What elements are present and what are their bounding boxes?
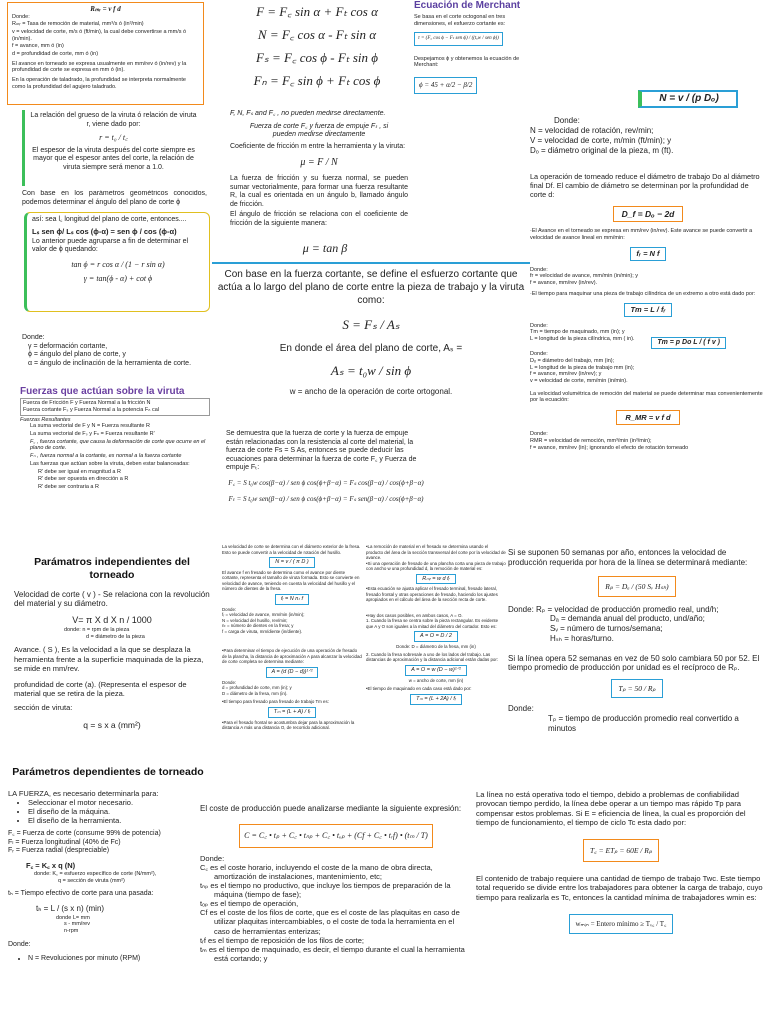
fr-def: fr = velocidad de avance, mm/min (in/min); y bbox=[530, 273, 639, 280]
despejamos-text: Despejamos ϕ y obtenemos la ecuación de Merchant: bbox=[414, 55, 520, 69]
def-line: α = ángulo de inclinación de la herramienta de corte. bbox=[28, 359, 192, 367]
mill-eq-box: A = (d (D − d))¹ᐟ² bbox=[266, 667, 319, 678]
fuerza-item: • Seleccionar el motor necesario. bbox=[28, 798, 208, 807]
def-line: Rₘᵣ = Tasa de remoción de material, mm³/s ó (in³/min) bbox=[12, 21, 144, 28]
mu-equation: μ = F / N bbox=[300, 157, 338, 169]
rmr-box bbox=[7, 2, 204, 105]
semanas-text: Si se suponen 50 semanas por año, entonces la velocidad de producción requerida por hora de la línea se determinará mediante: bbox=[508, 548, 748, 567]
force-equations bbox=[232, 4, 402, 108]
tp-def: Tₚ = tiempo de producción promedio real convertido a minutos bbox=[548, 714, 739, 733]
merchant-title: Ecuación de Merchant bbox=[414, 0, 521, 11]
costo-def: Cf es el coste de los filos de corte, que es el coste de las plaquitas en caso de utilizar plaquitas intercambiables, o el coste de toda la herramienta en el caso de herramientas enterizas; bbox=[200, 908, 460, 936]
rmr-definitions bbox=[12, 14, 199, 58]
fk-def: donde: K꜀ = esfuerzo específico de corte (N/mm²), bbox=[34, 871, 157, 878]
mill-line: •Esta ecuación se ajusta aplicar el fresado terminal, fresado lateral, fresado frontal y otras operaciones de fresado, haciendo los ajustes apropiados en el cálculo del área de la sección recta de corte. bbox=[366, 586, 498, 603]
tau-equation: τ = (F꜀ cos ϕ − Fₜ sen ϕ) / ((tₒw / sen ϕ)) bbox=[414, 32, 503, 46]
merchant-block bbox=[414, 0, 522, 120]
mill-eq-box: A = O = D / 2 bbox=[414, 631, 458, 642]
tc-equation: T꜀ = ETₚ = 60E / Rₚ bbox=[583, 839, 659, 862]
mill-line: •Si una operación de fresado de una plancha corta una pieza de trabajo con ancho w una profundidad d, la remoción de material es: bbox=[366, 560, 506, 571]
th-text: tₕ = Tiempo efectivo de corte para una pasada: bbox=[8, 889, 154, 897]
fuerzas-line: Fuerza cortante Fₛ y Fuerza Normal a la potencia Fₙ cal bbox=[23, 406, 159, 413]
fr-defs bbox=[530, 267, 766, 287]
ls-equation: Lₛ sen ϕ/ Lₛ cos (ϕ-α) = sen ϕ / cos (ϕ-α) bbox=[32, 226, 177, 236]
fk-equation: F꜀ = K꜀ x q (N) bbox=[26, 860, 76, 870]
produccion-block bbox=[508, 548, 766, 783]
resultante-line: Fₙ , fuerza normal a la cortante, es normal a la fuerza cortante bbox=[30, 453, 182, 460]
fuerza-items bbox=[28, 798, 208, 825]
tiempo-text: ·El tiempo para maquinar una pieza de trabajo cilíndrica de un extremo a otro está dado por: bbox=[530, 290, 756, 297]
force-eq: N = F꜀ cos α - Fₜ sin α bbox=[257, 26, 377, 42]
fr-def: Donde: bbox=[530, 266, 548, 273]
v-equation: V= π X d X n / 1000 bbox=[72, 615, 152, 626]
tp-equation: Tₚ = 50 / Rₚ bbox=[611, 679, 662, 698]
tm-def: Donde: bbox=[530, 322, 548, 329]
mill-line: D = diámetro de la fresa, mm (in). bbox=[222, 690, 288, 696]
fc-line: Fᵣ = Fuerza radial (despreciable) bbox=[8, 847, 110, 855]
mill-eq-box: Tₘ = (L + A) / fᵣ bbox=[268, 707, 317, 718]
fuerzas-title: Fuerzas que actúan sobre la viruta bbox=[20, 386, 185, 397]
costo-def: tₒₚ es el tiempo de operación, bbox=[200, 899, 299, 909]
fc-line: F꜀ = Fuerza de corte (consume 99% de potencia) bbox=[8, 830, 161, 838]
donde-block bbox=[22, 334, 212, 384]
tm2-def: Donde: bbox=[530, 351, 548, 358]
def-line: Donde: bbox=[12, 13, 30, 20]
linea-text: La línea no está operativa todo el tiempo, debido a problemas de confiabilidad provocan tiempo perdido, la línea debe operar a un tiempo mas rápido Tp para compensar estos problemas. Si E = eficiencia de línea, la cual es proporción del tiempo de funcionamiento, el tiempo de ciclo Tc esta dado por: bbox=[476, 790, 746, 827]
rp-def: Dₐ = demanda anual del producto, und/año; bbox=[550, 614, 705, 624]
resultante-line: R' debe ser igual en magnitud a R bbox=[38, 468, 121, 475]
mill-line: La velocidad de corte se determina con el diámetro exterior de la fresa. Esto se puede convertir a la velocidad de rotación del husillo. bbox=[222, 544, 361, 555]
mill-eq-box: Tₘ = (L + 2A) / fᵣ bbox=[410, 694, 462, 705]
donde-final: Donde: bbox=[8, 940, 31, 948]
costo-def: tₘ es el tiempo de maquinado, es decir, el tiempo durante el cual la herramienta está cortando; y bbox=[200, 944, 465, 964]
mill-line: f = carga de viruta, mm/diente (in/diente). bbox=[222, 628, 303, 634]
rmr-equation-c3: R_MR = v f d bbox=[616, 410, 679, 425]
force-eq: Fₙ = F꜀ sin ϕ + Fₜ cos ϕ bbox=[253, 72, 381, 88]
relacion-text: La relación del grueso de la viruta ó relación de viruta r, viene dado por: bbox=[30, 112, 197, 128]
force-eq: Fₛ = F꜀ cos ϕ - Fₜ sin ϕ bbox=[255, 49, 379, 65]
coef-text: Coeficiente de fricción m entre la herramienta y la viruta: bbox=[230, 142, 406, 150]
avance2-text: Avance. ( S ), Es la velocidad a la que se desplaza la herramienta frente a la superficie maquinada de la pieza, se mide en mm/rev. bbox=[14, 645, 204, 673]
df-equation: D_f = Dₒ − 2d bbox=[613, 206, 684, 222]
mill-line: N = velocidad del husillo, rev/min; bbox=[222, 617, 288, 623]
demuestra-block bbox=[226, 430, 426, 540]
milling-right bbox=[366, 544, 506, 794]
fuerza-item: • El diseño de la herramienta. bbox=[28, 816, 208, 825]
def-line: f = avance, mm ó (in) bbox=[12, 43, 64, 50]
costo-def: tᵣf es el tiempo de reposición de los filos de corte; bbox=[200, 935, 364, 945]
rmr-def: f = avance, mm/rev (in); ignorando el efecto de rotación torneado bbox=[530, 444, 689, 451]
tm-equation: Tm = L / fᵣ bbox=[624, 303, 671, 316]
fr-def: f = avance, mm/rev (in/rev). bbox=[530, 279, 598, 286]
costo-def: C꜀ es el coste horario, incluyendo el coste de la mano de obra directa, amortización de instalaciones, mantenimiento, etc; bbox=[200, 862, 433, 881]
mill-line: nₜ = número de dientes en la fresa; y bbox=[222, 623, 294, 629]
resultante-line: La suma vectorial de F y N = Fuerza resultante R bbox=[30, 423, 150, 430]
linea-block bbox=[476, 790, 766, 1024]
taladrado-text: En la operación de taladrado, la profundidad se interpreta normalmente como la profundidad del agujero taladrado. bbox=[12, 77, 186, 90]
def-line: ϕ = ángulo del plano de corte, y bbox=[28, 351, 126, 359]
independientes-title: Parámatros independientes del torneado bbox=[34, 556, 190, 581]
nv-def: N = velocidad de rotación, rev/min; bbox=[530, 126, 654, 135]
nv-def: V = velocidad de corte, m/min (ft/min); y bbox=[530, 136, 672, 145]
mill-eq-box: N = v / ( π D ) bbox=[269, 557, 314, 568]
nv-def: Dₒ = diámetro original de la pieza, m (ft). bbox=[530, 146, 674, 155]
avance-text: El avance en torneado se expresa usualmente en mm/rev ó (in/rev) y la profundidad de corte se expresa en mm ó (in). bbox=[12, 60, 187, 74]
th-def: s - mm/rev bbox=[64, 921, 90, 928]
seccion-text: sección de viruta: bbox=[14, 703, 73, 713]
tm2-equation: Tm = p Do L / ( f v ) bbox=[651, 337, 726, 350]
dependientes-block bbox=[8, 766, 208, 1024]
rmr-def: RMR = velocidad de remoción, mm³/min (in³/min); bbox=[530, 437, 652, 444]
resultante-line: Las fuerzas que actúan sobre la viruta, deben estar balanceadas: bbox=[30, 460, 190, 467]
resultante-line: R' debe ser contraria a R bbox=[38, 483, 99, 490]
fuerza-item: • El diseño de la máquina. bbox=[28, 807, 208, 816]
as-equation: Aₛ = t₀w / sin ϕ bbox=[330, 363, 412, 379]
th-def: donde L= mm bbox=[56, 914, 90, 921]
torneado-block bbox=[530, 173, 766, 533]
resultante-line: La suma vectorial de Fₛ y Fₙ = Fuerza resultante R' bbox=[30, 431, 155, 437]
fc-list bbox=[8, 830, 208, 856]
def-line: v = velocidad de corte, m/s ó (ft/min), la cual debe convertirse a mm/s ó (in/min). bbox=[12, 28, 187, 42]
n-def: • N = Revoluciones por minuto (RPM) bbox=[28, 955, 208, 964]
fuerzas-box bbox=[20, 398, 210, 415]
cortante-block bbox=[212, 262, 530, 432]
avance-text: ·El Avance en el torneado se expresa en mm/rev (in/rev). Este avance se puede convertir a velocidad de avance lineal en mm/min: bbox=[530, 228, 753, 241]
tm-def: Tm = tiempo de maquinado, mm (in); y bbox=[530, 329, 625, 336]
tm2-defs bbox=[530, 351, 766, 385]
tm2-def: Dₒ = diámetro del trabajo, mm (in); bbox=[530, 357, 615, 364]
mill-line: •El tiempo para fresado para fresado de trabajo Tm es: bbox=[222, 699, 329, 705]
prof-text: profundidad de corte (a). (Representa el espesor de material que se retira de la pieza. bbox=[14, 679, 187, 699]
rp-equation: Rₚ = Dₐ / (50 Sᵥ Hₛₕ) bbox=[598, 576, 675, 597]
mill-line: •La remoción de material en el fresado se determina usando el producto del área de la sección transversal del corte por la velocidad de avance. bbox=[366, 544, 506, 560]
th-def: n-rpm bbox=[64, 928, 79, 935]
phi-box bbox=[24, 212, 210, 312]
demuestra-text: Se demuestra que la fuerza de corte y la fuerza de empuje están relacionadas con la resistencia al corte del material, la fuerza de corte Fs = S As, entonces se puede deducir las ecuaciones para determinar la fuerza de corte F꜀ y Fuerza de empuje Fₜ: bbox=[226, 430, 417, 472]
th-equation: tₕ = L / (s x n) (min) bbox=[36, 904, 105, 914]
force-eq: F = F꜀ sin α + Fₜ cos α bbox=[256, 4, 378, 19]
mill-eq-box: Rₘᵣ = w d fᵣ bbox=[416, 574, 455, 585]
cortante-text: Con base en la fuerza cortante, se define el esfuerzo cortante que actúa a lo largo del plano de corte entre la pieza de trabajo y la viruta como: bbox=[217, 269, 525, 306]
nv-equation-box bbox=[638, 90, 738, 108]
fuerza-text: LA FUERZA, es necesario determinarla para: bbox=[8, 788, 159, 798]
mu-tan-equation: μ = tan β bbox=[302, 241, 348, 255]
tm2-def: f = avance, mm/rev (in/rev); y bbox=[530, 371, 602, 378]
mill-line: El avance f en fresado se determina como el avance por diente cortante, representa el tamaño de viruta formada. Esto se convierte en velocidad de avance, teniendo en cuenta la velocidad del husillo y el número de dientes de la fresa. bbox=[222, 569, 360, 592]
rmr-equation: Rₘᵣ = v f d bbox=[90, 5, 121, 13]
fc-line: Fₗ = Fuerza longitudinal (40% de Fc) bbox=[8, 838, 121, 846]
fc-equation: F꜀ = S t₀w cos(β−α) / sen ϕ cos(ϕ+β−α) = Fₛ cos(β−α) / cos(ϕ+β−α) bbox=[228, 478, 424, 487]
friccion-text: La fuerza de fricción y su fuerza normal, se pueden sumar vectorialmente, para formar una fuerza resultante R, la cual es orientada en un ángulo b, llamado ángulo de fricción. bbox=[230, 175, 408, 208]
independientes-block bbox=[14, 556, 210, 796]
mill-line: d = profundidad de corte, mm (in); y bbox=[222, 685, 292, 691]
rp-def: Hₛₕ = horas/turno. bbox=[550, 633, 614, 643]
torneado-text: La operación de torneado reduce el diámetro de trabajo Do al diámetro final Df. El cambio de diámetro se determinan por la profundidad de corte d: bbox=[530, 173, 760, 199]
fuerzas-block bbox=[20, 386, 210, 506]
v-def: d = diámetro de la pieza bbox=[86, 633, 145, 640]
angulo-text: El ángulo de fricción se relaciona con el coeficiente de fricción de la siguiente manera: bbox=[230, 211, 408, 227]
mill-line: •Hay dos casos posibles, en ambos casos, A = O. bbox=[366, 612, 463, 618]
tp-defs bbox=[508, 704, 766, 733]
espesor-text: El espesor de la viruta después del corte siempre es mayor que el espesor antes del corte, la relación de viruta siempre será menor a 1.0. bbox=[32, 146, 195, 171]
mill-line: •Para el fresado frontal se acostumbra dejar para la aproximación la distancia A más una distancia O, de recorrido adicional. bbox=[222, 719, 355, 730]
tm-def: L = longitud de la pieza cilíndrica, mm ( in). bbox=[530, 335, 635, 342]
rp-defs bbox=[508, 605, 766, 644]
wmin-equation: wₘᵢₙ = Entero mínimo ≥ Tᵥ꜀ / T꜀ bbox=[569, 914, 674, 935]
gamma-equation: γ = tan(ϕ - α) + cot ϕ bbox=[83, 274, 153, 284]
relacion-box bbox=[22, 110, 202, 186]
r-equation: r = t₀ / t꜀ bbox=[99, 133, 128, 143]
rmr-defs-c3 bbox=[530, 431, 766, 451]
resultante-line: R' debe ser opuesta en dirección a R bbox=[38, 476, 129, 483]
rmr-def: Donde: bbox=[530, 431, 548, 438]
base-text-block bbox=[22, 190, 207, 210]
ft-equation: Fₜ = S t₀w sen(β−α) / sen ϕ cos(ϕ+β−α) = Fₛ sen(β−α) / cos(ϕ+β−α) bbox=[228, 495, 424, 504]
mill-eq-box: A = O = w (D − w)¹ᐟ² bbox=[405, 665, 467, 676]
mill-line: 2. Cuando la fresa sobresale a uno de los lados del trabajo. Las distancias de aproximación y la distancia adicional están dadas por: bbox=[366, 651, 499, 663]
base-text: Con base en los parámetros geométricos conocidos, podemos determinar el ángulo del plano de corte ϕ bbox=[22, 190, 207, 206]
s-equation: S = Fₛ / Aₛ bbox=[342, 317, 400, 332]
costo-text: El coste de producción puede analizarse mediante la siguiente expresión: bbox=[200, 804, 462, 813]
velocidad-text: Velocidad de corte ( v ) - Se relaciona con la revolución del material y su diámetro. bbox=[14, 589, 210, 609]
mill-line: •Para determinar el tiempo de ejecución de una operación de fresado de la plancha, la distancia de aproximación A para alcanzar la velocidad de corte completa se determina mediante: bbox=[222, 648, 362, 665]
dependientes-title: Parámetros dependientes de torneado bbox=[12, 766, 204, 778]
contenido-text: El contenido de trabajo requiere una cantidad de tiempo de trabajo Twc. Este tiempo total requerido se divide entre los trabajadores para obtener la carga de trabajo, cuyo tiempo para realizarla es Tc, entonces la cantidad mínima de trabajadores wmin es: bbox=[476, 874, 763, 902]
rp-def: Donde: Rₚ = velocidad de producción promedio real, und/h; bbox=[508, 604, 719, 614]
costo-equation: C = C꜀ • tₚ + C꜀ • tₙₚ + C꜀ • tₒₚ + (Cf + C꜀ • tᵣf) • (tₘ / T) bbox=[239, 824, 433, 848]
costo-block bbox=[200, 804, 472, 1024]
def-line: γ = deformación cortante, bbox=[28, 342, 108, 350]
fr-equation: fᵣ = N f bbox=[630, 247, 665, 260]
q-equation: q = s x a (mm²) bbox=[83, 720, 141, 731]
area-text: En donde el área del plano de corte, Aₛ = bbox=[279, 342, 463, 354]
mill-line: Donde: bbox=[222, 679, 237, 685]
mill-line: •El tiempo de maquinado en cada caso está dado por: bbox=[366, 686, 472, 692]
def-line: Donde: bbox=[22, 334, 45, 341]
friction-block bbox=[230, 110, 408, 260]
fk-def: q = sección de viruta (mm²) bbox=[58, 877, 125, 884]
tm2-def: L = longitud de la pieza de trabajo mm (in); bbox=[530, 364, 635, 371]
w-text: w = ancho de la operación de corte ortogonal. bbox=[289, 386, 453, 396]
fn-text: F, N, Fₛ and F꜀ , no pueden medirse directamente. bbox=[230, 110, 386, 117]
fuerza-corte-text: Fuerza de corte F꜀ y fuerza de empuje Fₜ , si pueden medirse directamente bbox=[249, 122, 389, 139]
volumetrica-text: La velocidad volumétrica de remoción del material se puede determinar mas convenientemente por la ecuación: bbox=[530, 390, 763, 404]
mill-eq-box: fᵣ = N nₜ f bbox=[275, 594, 309, 605]
costo-definitions bbox=[200, 854, 472, 964]
tp-def: Donde: bbox=[508, 704, 534, 714]
mill-line: Donde: bbox=[222, 606, 237, 612]
fuerzas-line: Fuerza de Fricción F y Fuerza Normal a la fricción N bbox=[23, 400, 151, 407]
mill-line: fᵣ = velocidad de avance, mm/min (in/min); bbox=[222, 612, 305, 618]
costo-def: tₙₚ es el tiempo no productivo, que incluye los tiempos de preparación de la máquina (tiempo de fase); bbox=[200, 880, 451, 900]
resultantes-list bbox=[30, 423, 210, 490]
nv-equation: N = v / (p Dₒ) bbox=[659, 93, 719, 104]
def-line: d = profundidad de corte, mm ó (in) bbox=[12, 51, 99, 58]
v-def: donde: n = rpm de la pieza bbox=[64, 627, 130, 634]
asi-text: así: sea l꜀ longitud del plano de corte, entonces.... bbox=[32, 216, 187, 223]
nv-defs bbox=[530, 116, 768, 172]
phi-equation: ϕ = 45 + α/2 − β/2 bbox=[414, 77, 477, 94]
merchant-text: Se basa en el corte octogonal en tres dimensiones, el esfuerzo cortante es: bbox=[414, 14, 506, 27]
rp-def: Sᵥ = número de turnos/semana; bbox=[550, 624, 663, 634]
mill-line: w = ancho de corte, mm (in) bbox=[408, 677, 464, 683]
tan-equation: tan ϕ = r cos α / (1 − r sin α) bbox=[71, 259, 165, 269]
tm2-def: v = velocidad de corte, mm/min (in/min). bbox=[530, 377, 628, 384]
costo-def: Donde: bbox=[200, 853, 225, 863]
resultante-line: F꜀ , fuerza cortante, que causa la deformación de corte que ocurre en el plano de corte. bbox=[30, 438, 206, 452]
resultantes-title: Fuerzas Resultantes bbox=[20, 416, 71, 423]
nv-def: Donde: bbox=[554, 116, 580, 125]
mill-line: 1. Cuando la fresa se centra sobre la pieza rectangular. Es evidente que A y O son iguales a la mitad del diámetro del cortador. Esto es: bbox=[366, 618, 499, 629]
opera52-text: Si la línea opera 52 semanas en vez de 50 solo cambiara 50 por 52. El tiempo promedio de producción por unidad es el recíproco de Rₚ. bbox=[508, 653, 760, 673]
agrupar-text: Lo anterior puede agruparse a fin de determinar el valor de ϕ quedando: bbox=[32, 237, 189, 254]
milling-left bbox=[222, 544, 362, 794]
n-def-list bbox=[28, 955, 208, 964]
mill-line: Donde: D = diámetro de la fresa, mm (in) bbox=[396, 644, 476, 650]
